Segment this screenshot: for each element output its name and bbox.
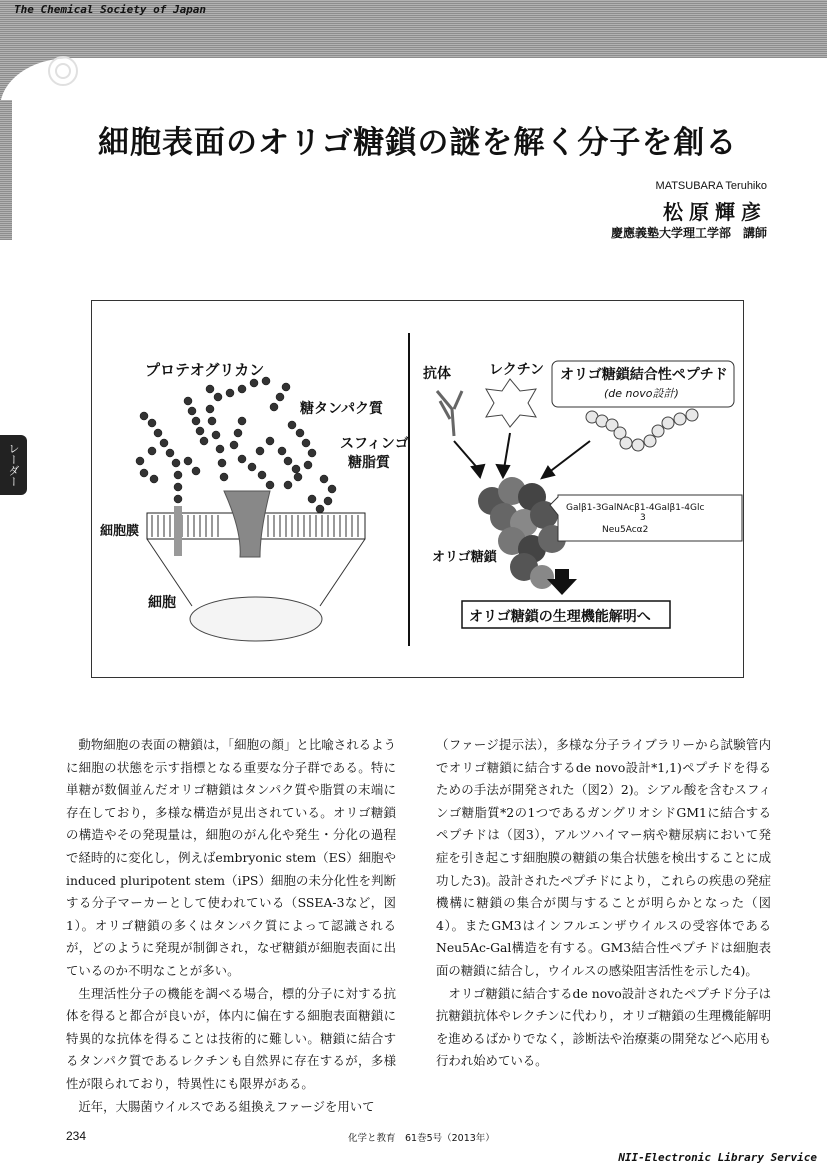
author-name: 松原輝彦 [663,200,767,224]
paragraph: オリゴ糖鎖に結合するde novo設計されたペプチド分子は抗糖鎖抗体やレクチンに代わり，オリゴ糖鎖の生理機能解明を進めるばかりでなく，診断法や治療薬の開発などへ応用も行われ始めている。 [436,985,771,1069]
body-left-column [66,734,396,1118]
binding-arrows [454,433,590,478]
label-oligo: オリゴ糖鎖 [432,550,497,565]
label-proteoglycan: プロテオグリカン [145,361,265,379]
author-romaji: MATSUBARA Teruhiko [655,180,767,192]
label-bottom-box: オリゴ糖鎖の生理機能解明へ [469,609,651,625]
label-sugar-line1: Galβ1-3GalNAcβ1-4Galβ1-4Glc [566,503,705,513]
header-left-strip [0,100,12,240]
label-peptide-title: オリゴ糖鎖結合性ペプチド [560,367,728,383]
cell-shape [190,597,322,641]
oligosaccharide-molecule [478,477,566,589]
lectin-icon [486,379,536,427]
author-affiliation: 慶應義塾大学理工学部 講師 [610,226,767,240]
label-cell: 細胞 [148,595,176,611]
label-sugar-line2: Neu5Acα2 [602,525,649,535]
side-section-tab: レーダー [0,435,27,495]
label-sphingo2: 糖脂質 [348,455,390,471]
paragraph: （ファージ提示法），多様な分子ライブラリーから試験管内でオリゴ糖鎖に結合するde novo設計*1,1)ペプチドを得るための手法が開発された（図2）2)。シアル酸を含むスフィンゴ糖脂質*2の1つであるガングリオシドGM1に結合するペプチドは（図3），アルツハイマー病や糖尿病において発症を引き起こす細胞膜の糖鎖の集合状態を検出することに成功した3)。設計されたペプチドにより，これらの疾患の発症機構に糖鎖の集合が関与することが明らかとなった（図4）。またGM3はインフルエンザウイルスの受容体であるNeu5Ac-Gal構造を有する。GM3結合性ペプチドは細胞表面の糖鎖に結合し，ウイルスの感染阻害活性を示した4)。 [436,737,771,978]
peptide-beads [586,409,698,451]
proteoglycan-anchor [174,506,182,556]
paragraph: 生理活性分子の機能を調べる場合，標的分子に対する抗体を得ると都合が良いが，体内に偏在する細胞表面糖鎖に特異的な抗体を得ることは技術的に難しい。糖鎖に結合するタンパク質であるレクチンも自然界に存在するが，多様性が限られており，特異性にも限界がある。 [66,985,396,1091]
article-title: 細胞表面のオリゴ糖鎖の謎を解く分子を創る [98,125,738,161]
body-right-column [436,734,771,1073]
society-name: The Chemical Society of Japan [14,3,207,16]
label-sphingo1: スフィンゴ [340,436,409,452]
label-peptide-sub: (de novo設計) [604,387,679,400]
section-label: レーダー [104,58,197,83]
paragraph: 近年，大腸菌ウイルスである組換えファージを用いて [78,1098,375,1114]
antibody-icon [437,391,462,436]
zoom-line-right [320,539,365,606]
nii-credit: NII-Electronic Library Service [618,1151,817,1164]
journal-citation: 化学と教育 61巻5号（2013年） [348,1133,495,1144]
label-sugar-pos: 3 [640,513,646,523]
label-membrane: 細胞膜 [100,524,140,539]
figure-1 [91,300,744,678]
page-number: 234 [66,1129,87,1143]
label-lectin: レクチン [489,362,545,378]
label-antibody: 抗体 [423,366,451,382]
section-circle-inner-icon [55,63,71,79]
paragraph: 動物細胞の表面の糖鎖は，「細胞の顔」と比喩されるように細胞の状態を示す指標となる重要な分子群である。特に単糖が数個並んだオリゴ糖鎖はタンパク質や脂質の末端に存在しており，多様な構造が見出されている。オリゴ糖鎖の構造やその発現量は，細胞のがん化や発生・分化の過程で経時的に変化し，例えばembryonic stem（ES）細胞やinduced pluripotent stem（iPS）細胞の未分化性を判断する分子マーカーとして使われている（SSEA-3など，図1）。オリゴ糖鎖の多くはタンパク質によって認識されるが，どのように発現が制御され，なぜ糖鎖が細胞表面に出ているのか不明なことが多い。 [66,737,396,978]
label-glycoprotein: 糖タンパク質 [300,401,384,417]
